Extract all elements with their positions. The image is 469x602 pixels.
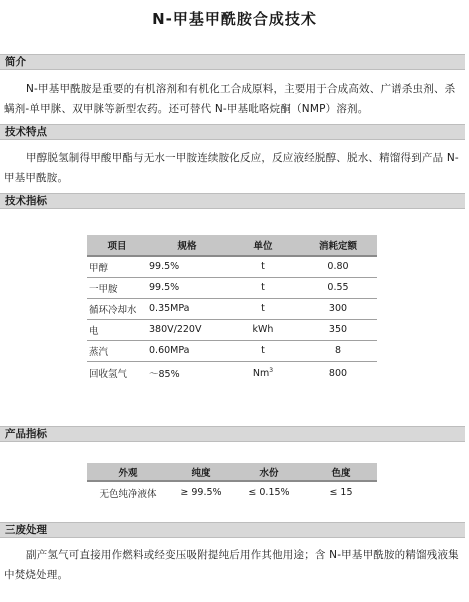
column-header: 水份	[233, 463, 305, 481]
table-cell: 0.55	[299, 277, 377, 298]
table-cell: 99.5%	[147, 277, 227, 298]
section-heading-waste: 三废处理	[0, 522, 465, 538]
table-cell: ～85%	[149, 369, 180, 381]
waste-paragraph: 副产氢气可直接用作燃料或经变压吸附提纯后用作其他用途；含 N-甲基甲酰胺的精馏残液集中焚烧处理。	[4, 549, 459, 581]
table-cell: ≥ 99.5%	[180, 487, 222, 498]
section-heading-intro: 简介	[0, 54, 465, 70]
table-row	[87, 340, 377, 361]
column-header: 外观	[87, 463, 169, 481]
table-row	[87, 277, 377, 298]
table-row	[87, 319, 377, 340]
product-indicators-table	[87, 463, 377, 503]
table-cell: ≤ 15	[329, 487, 353, 498]
table-cell: 电	[87, 319, 147, 340]
table-cell: 一甲胺	[87, 277, 147, 298]
column-header: 规格	[147, 235, 227, 256]
section-heading-features: 技术特点	[0, 124, 465, 140]
table-cell: 800	[328, 367, 348, 379]
column-header: 色度	[305, 463, 377, 481]
table-cell: 0.60MPa	[147, 340, 227, 361]
table-row	[87, 256, 377, 277]
table-cell: 380V/220V	[147, 319, 227, 340]
features-paragraph: 甲醇脱氢制得甲酸甲酯与无水一甲胺连续胺化反应，反应液经脱醇、脱水、精馏得到产品 N-甲基甲酰胺。	[4, 152, 459, 184]
table-cell: 300	[299, 298, 377, 319]
table-header-row	[87, 235, 377, 256]
table-header-row	[87, 463, 377, 481]
column-header: 项目	[87, 235, 147, 256]
table-cell: 甲醇	[87, 256, 147, 277]
table-cell: 循环冷却水	[87, 298, 147, 319]
table-cell: 0.80	[299, 256, 377, 277]
table-row	[87, 298, 377, 319]
table-cell: 蒸汽	[87, 340, 147, 361]
table-row	[87, 361, 377, 385]
table-row	[87, 481, 377, 503]
table-cell: t	[227, 340, 299, 361]
table-cell: ≤ 0.15%	[248, 487, 290, 498]
table-cell: t	[227, 256, 299, 277]
technical-indicators-table	[87, 235, 377, 385]
section-heading-product: 产品指标	[0, 426, 465, 442]
table-cell: kWh	[227, 319, 299, 340]
unit-superscript: 3	[269, 367, 274, 375]
table-cell: t	[227, 298, 299, 319]
intro-paragraph: N-甲基甲酰胺是重要的有机溶剂和有机化工合成原料，主要用于合成高效、广谱杀虫剂、杀螨剂-单甲脒、双甲脒等新型农药。还可替代 N-甲基吡咯烷酮（NMP）溶剂。	[4, 83, 456, 115]
table-cell: 99.5%	[147, 256, 227, 277]
page-title: N-甲基甲酰胺合成技术	[152, 10, 317, 28]
table-cell: 回收氢气	[89, 369, 128, 381]
table-cell: t	[227, 277, 299, 298]
column-header: 单位	[227, 235, 299, 256]
table-cell: 0.35MPa	[147, 298, 227, 319]
column-header: 纯度	[169, 463, 233, 481]
table-cell: 8	[299, 340, 377, 361]
section-heading-indicators: 技术指标	[0, 193, 465, 209]
column-header: 消耗定额	[299, 235, 377, 256]
unit-base: Nm	[252, 368, 270, 380]
table-cell	[227, 361, 299, 385]
table-cell: 无色纯净液体	[99, 488, 157, 500]
table-cell: 350	[299, 319, 377, 340]
